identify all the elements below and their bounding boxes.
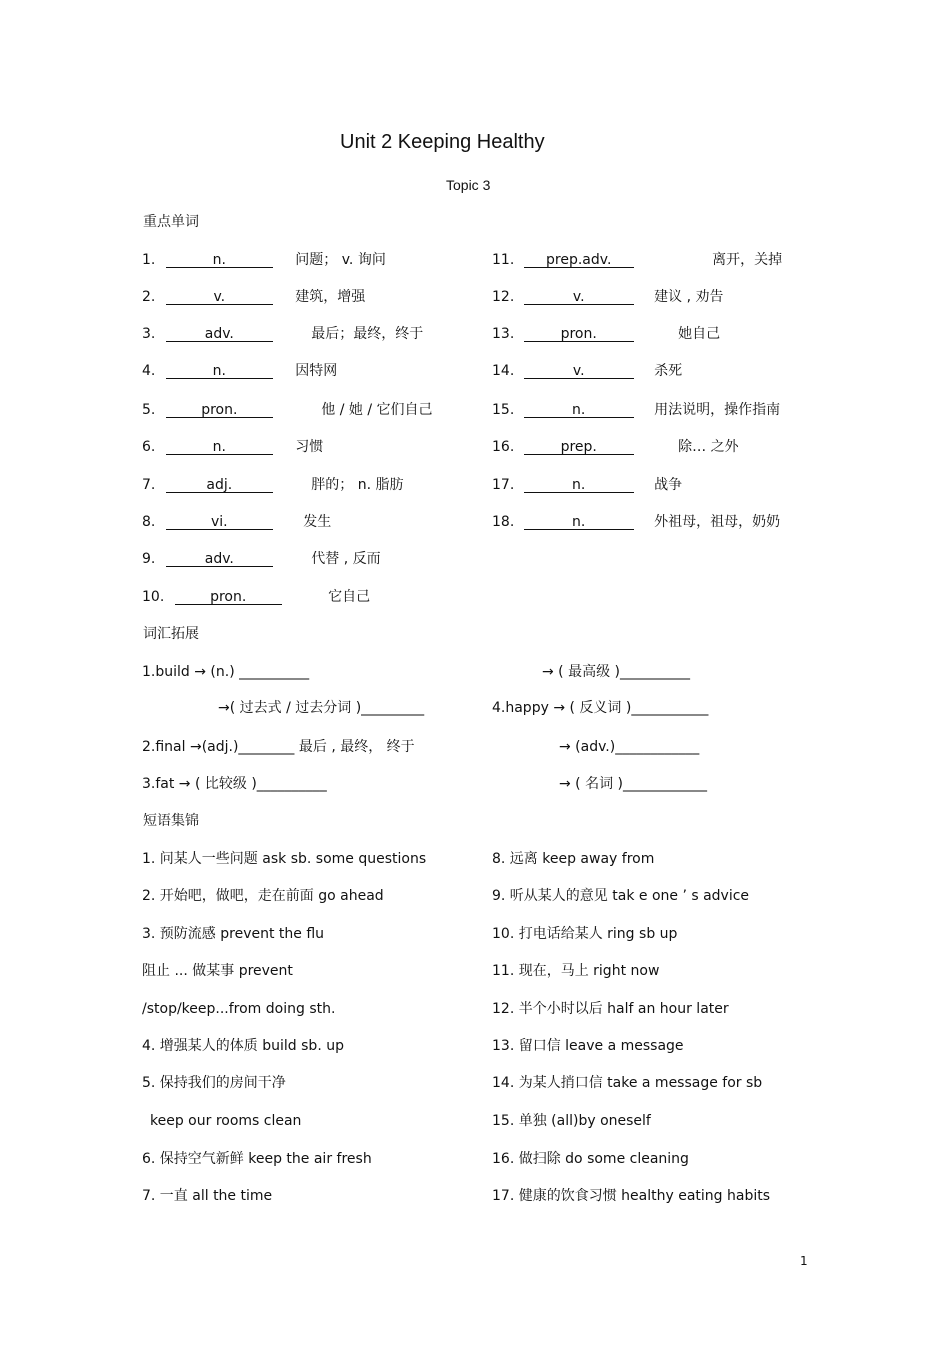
vocab-num: 13. [492,326,515,342]
vocab-num: 2. [142,289,156,305]
vocab-meaning: 代替 , 反而 [311,551,381,567]
vocab-row [142,326,423,342]
vocab-pos-blank[interactable]: pron. [166,402,273,418]
extension-item[interactable]: → ( 最高级 )__________ [542,664,691,680]
vocab-meaning: 因特网 [295,363,338,379]
vocab-row [492,326,720,342]
extension-item[interactable]: → ( 名词 )____________ [559,776,708,792]
vocab-pos-blank[interactable]: adj. [166,477,273,493]
vocab-meaning: 问题； v. 询问 [295,252,386,268]
topic-subtitle: Topic 3 [446,177,491,193]
phrase-item: 16. 做扫除 do some cleaning [492,1151,689,1167]
vocab-pos-blank[interactable]: v. [524,363,634,379]
phrase-item: 5. 保持我们的房间干净 [142,1075,286,1091]
phrase-item: 8. 远离 keep away from [492,851,655,867]
phrase-item: 15. 单独 (all)by oneself [492,1113,651,1129]
phrase-item: 17. 健康的饮食习惯 healthy eating habits [492,1188,771,1204]
vocab-meaning: 除… 之外 [678,439,739,455]
page-title: Unit 2 Keeping Healthy [340,131,545,153]
phrase-item: 1. 问某人一些问题 ask sb. some questions [142,851,427,867]
vocab-pos-blank[interactable]: n. [524,514,634,530]
vocab-meaning: 离开，关掉 [712,252,783,268]
extension-item[interactable]: → (adv.)____________ [559,739,700,755]
vocab-pos-blank[interactable]: v. [166,289,273,305]
vocab-meaning: 它自己 [328,589,371,605]
vocab-num: 16. [492,439,515,455]
phrase-item: 10. 打电话给某人 ring sb up [492,926,678,942]
phrase-item: keep our rooms clean [150,1113,302,1129]
vocab-num: 11. [492,252,515,268]
vocab-row [492,514,780,530]
phrase-item: 阻止 ... 做某事 prevent [142,963,293,979]
vocab-meaning: 战争 [654,477,683,493]
vocab-meaning: 用法说明，操作指南 [654,402,781,418]
vocab-pos-blank[interactable]: n. [166,363,273,379]
vocab-num: 17. [492,477,515,493]
extension-item[interactable]: 3.fat → ( 比较级 )__________ [142,776,327,792]
phrase-item: 6. 保持空气新鲜 keep the air fresh [142,1151,372,1167]
vocab-num: 1. [142,252,156,268]
vocab-row [492,289,724,305]
extension-item[interactable]: →( 过去式 / 过去分词 )_________ [218,700,425,716]
phrase-item: 14. 为某人捎口信 take a message for sb [492,1075,763,1091]
section-word-extension: 词汇拓展 [143,626,199,642]
vocab-meaning: 杀死 [654,363,683,379]
vocab-pos-blank[interactable]: prep.adv. [524,252,634,268]
vocab-num: 15. [492,402,515,418]
section-key-words: 重点单词 [143,214,199,230]
extension-item[interactable]: 2.final →(adj.)________ 最后 , 最终， 终于 [142,739,415,755]
vocab-num: 12. [492,289,515,305]
extension-item[interactable]: 4.happy → ( 反义词 )___________ [492,700,709,716]
vocab-row [142,477,404,493]
vocab-pos-blank[interactable]: v. [524,289,634,305]
vocab-row [492,477,682,493]
vocab-meaning: 发生 [303,514,332,530]
vocab-row [492,363,682,379]
vocab-pos-blank[interactable]: pron. [524,326,634,342]
vocab-row [142,551,381,567]
vocab-row [142,363,337,379]
phrase-item: 12. 半个小时以后 half an hour later [492,1001,729,1017]
page-number: 1 [800,1254,808,1268]
vocab-num: 10. [142,589,165,605]
vocab-pos-blank[interactable]: adv. [166,326,273,342]
phrase-item: 4. 增强某人的体质 build sb. up [142,1038,344,1054]
phrase-item: /stop/keep...from doing sth. [142,1001,336,1017]
vocab-row [492,439,739,455]
vocab-num: 6. [142,439,156,455]
vocab-pos-blank[interactable]: n. [166,252,273,268]
vocab-meaning: 建议 , 劝告 [654,289,724,305]
vocab-num: 4. [142,363,156,379]
vocab-num: 3. [142,326,156,342]
vocab-meaning: 她自己 [678,326,721,342]
vocab-pos-blank[interactable]: prep. [524,439,634,455]
vocab-pos-blank[interactable]: n. [166,439,273,455]
vocab-meaning: 外祖母，祖母，奶奶 [654,514,781,530]
vocab-meaning: 习惯 [295,439,324,455]
phrase-item: 11. 现在，马上 right now [492,963,660,979]
vocab-pos-blank[interactable]: n. [524,402,634,418]
vocab-num: 9. [142,551,156,567]
phrase-item: 7. 一直 all the time [142,1188,273,1204]
vocab-pos-blank[interactable]: pron. [175,589,282,605]
phrase-item: 13. 留口信 leave a message [492,1038,684,1054]
vocab-num: 18. [492,514,515,530]
phrase-item: 9. 听从某人的意见 tak e one ’ s advice [492,888,750,904]
vocab-row [142,589,370,605]
vocab-num: 8. [142,514,156,530]
vocab-num: 7. [142,477,156,493]
vocab-meaning: 最后；最终，终于 [311,326,424,342]
vocab-row [142,252,386,268]
extension-item[interactable]: 1.build → (n.) __________ [142,664,310,680]
vocab-row [142,514,331,530]
vocab-meaning: 胖的； n. 脂肪 [311,477,404,493]
vocab-num: 5. [142,402,156,418]
phrase-item: 3. 预防流感 prevent the flu [142,926,325,942]
vocab-row [142,289,365,305]
vocab-row [142,402,433,418]
vocab-row [492,402,780,418]
vocab-meaning: 建筑，增强 [295,289,366,305]
vocab-row [142,439,323,455]
vocab-pos-blank[interactable]: adv. [166,551,273,567]
vocab-row [492,252,782,268]
section-phrases: 短语集锦 [143,813,199,829]
vocab-pos-blank[interactable]: vi. [166,514,273,530]
phrase-item: 2. 开始吧，做吧，走在前面 go ahead [142,888,384,904]
vocab-pos-blank[interactable]: n. [524,477,634,493]
vocab-num: 14. [492,363,515,379]
vocab-meaning: 他 / 她 / 它们自己 [321,402,433,418]
